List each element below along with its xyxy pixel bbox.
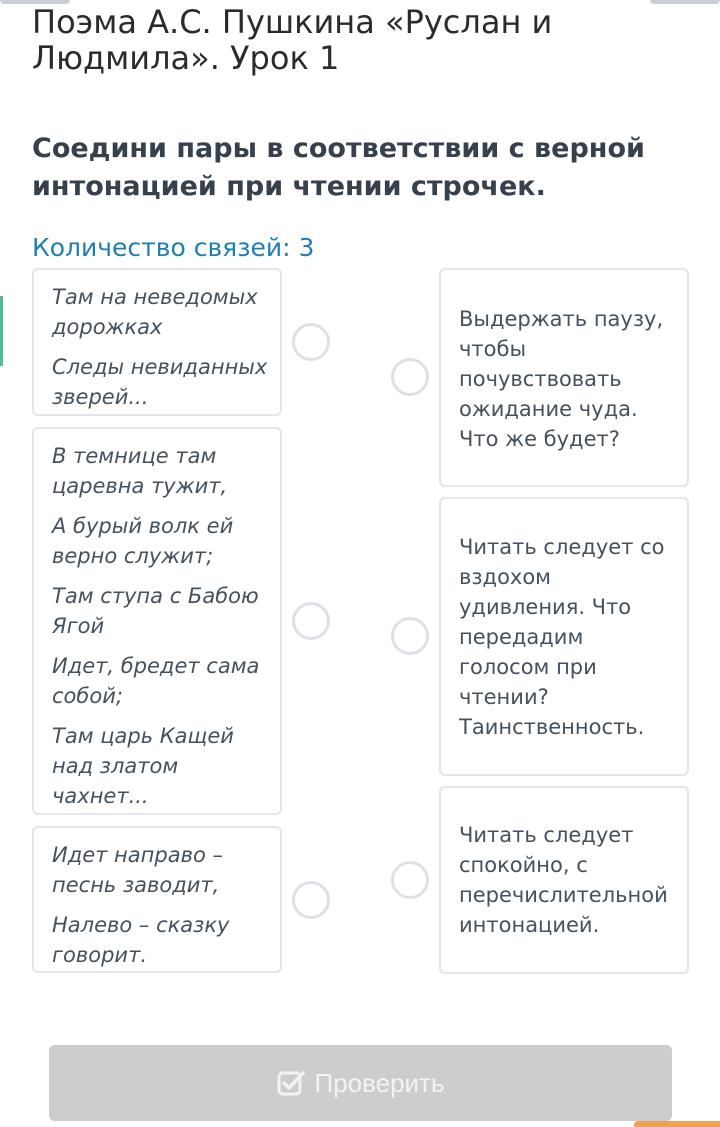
right-connector-dot-2[interactable] — [391, 617, 429, 655]
right-card-2[interactable] — [439, 497, 689, 776]
poem-line: А бурый волк ей верно служит; — [52, 514, 234, 568]
question-text: Соедини пары в соответствии с верной интонацией при чтении строчек. — [32, 133, 645, 202]
left-card-1[interactable] — [32, 268, 282, 416]
poem-line: Идет направо – песнь заводит, — [52, 843, 223, 897]
side-accent-bar — [0, 296, 3, 366]
intonation-text: Выдержать паузу, чтобы почувствовать ожидание чуда. Что же будет? — [459, 307, 664, 451]
left-connector-dot-1[interactable] — [292, 323, 330, 361]
poem-line: Там на неведомых дорожках — [52, 285, 258, 339]
links-count: Количество связей: 3 — [32, 233, 315, 262]
left-card-2[interactable] — [32, 427, 282, 815]
poem-line: В темнице там царевна тужит, — [52, 444, 228, 498]
poem-line: Следы невиданных зверей... — [52, 355, 268, 409]
checkbox-check-icon — [276, 1068, 306, 1098]
intonation-text: Читать следует спокойно, с перечислительной интонацией. — [459, 823, 668, 937]
check-button[interactable] — [49, 1045, 672, 1121]
left-connector-dot-3[interactable] — [292, 881, 330, 919]
intonation-text: Читать следует со вздохом удивления. Что передадим голосом при чтении? Таинственность. — [459, 535, 665, 739]
poem-line: Там царь Кащей над златом чахнет... — [52, 724, 234, 808]
right-connector-dot-1[interactable] — [391, 358, 429, 396]
lesson-title: Поэма А.С. Пушкина «Руслан и Людмила». Урок 1 — [32, 3, 553, 77]
right-card-3[interactable] — [439, 786, 689, 974]
right-connector-dot-3[interactable] — [391, 861, 429, 899]
poem-line: Идет, бредет сама собой; — [52, 654, 260, 708]
poem-line: Там ступа с Бабою Ягой — [52, 584, 259, 638]
bottom-corner-chip — [634, 1121, 720, 1127]
check-button-label: Проверить — [314, 1067, 445, 1098]
right-card-1[interactable] — [439, 268, 689, 487]
poem-line: Налево – сказку говорит. — [52, 913, 230, 967]
left-connector-dot-2[interactable] — [292, 602, 330, 640]
left-card-3[interactable] — [32, 826, 282, 973]
